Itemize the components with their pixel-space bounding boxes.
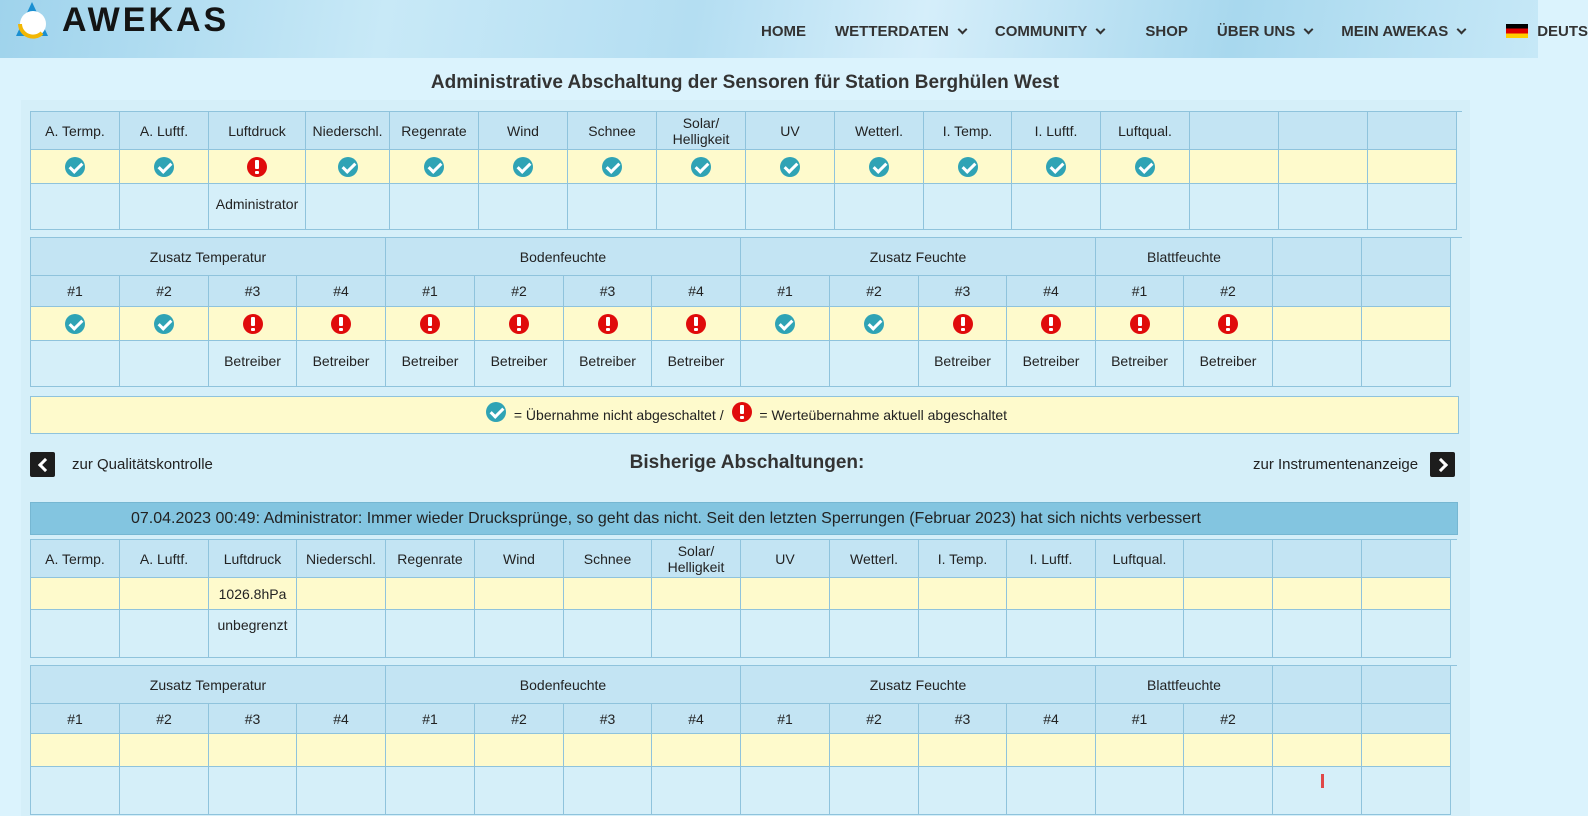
note-cell xyxy=(746,184,835,230)
group-empty xyxy=(1273,666,1362,704)
check-icon xyxy=(486,402,506,422)
text-cursor-mark xyxy=(1321,774,1324,788)
note-cell: Betreiber xyxy=(919,341,1007,387)
note-cell xyxy=(390,184,479,230)
group-blattfeuchte: Blattfeuchte xyxy=(1096,238,1273,276)
nav-label: DEUTS xyxy=(1537,22,1588,40)
history-extra-table xyxy=(30,665,1457,815)
prev-link[interactable]: zur Qualitätskontrolle xyxy=(72,456,213,473)
note-cell xyxy=(741,341,830,387)
col-header-i-temp: I. Temp. xyxy=(919,540,1007,578)
note-cell xyxy=(479,184,568,230)
nav-label: WETTERDATEN xyxy=(835,22,949,40)
note-cell xyxy=(1368,184,1457,230)
note-cell xyxy=(919,767,1007,815)
check-icon xyxy=(154,314,174,334)
note-cell xyxy=(209,767,297,815)
status-cell xyxy=(120,307,209,341)
status-cell xyxy=(564,307,652,341)
col-header-3: #3 xyxy=(919,704,1007,734)
value-cell xyxy=(830,578,919,610)
check-icon xyxy=(65,314,85,334)
note-cell xyxy=(657,184,746,230)
nav-deuts[interactable] xyxy=(1506,20,1588,42)
col-header-wind: Wind xyxy=(479,112,568,150)
col-header-2: #2 xyxy=(830,704,919,734)
col-header-i-luftf: I. Luftf. xyxy=(1012,112,1101,150)
nav-label: SHOP xyxy=(1145,22,1188,40)
col-header-3: #3 xyxy=(564,704,652,734)
exclamation-icon xyxy=(953,314,973,334)
check-icon xyxy=(775,314,795,334)
col-header-i-luftf: I. Luftf. xyxy=(1007,540,1096,578)
status-cell xyxy=(1184,734,1273,767)
chevron-down-icon xyxy=(1304,24,1314,34)
col-header-empty xyxy=(1279,112,1368,150)
check-icon xyxy=(780,157,800,177)
status-cell xyxy=(479,150,568,184)
group-zusatz-feuchte: Zusatz Feuchte xyxy=(741,238,1096,276)
check-icon xyxy=(154,157,174,177)
note-cell xyxy=(475,767,564,815)
duration-cell xyxy=(830,610,919,658)
exclamation-icon xyxy=(732,402,752,422)
nav-label: ÜBER UNS xyxy=(1216,22,1296,40)
note-cell: Betreiber xyxy=(1184,341,1273,387)
col-header-empty xyxy=(1362,704,1451,734)
value-cell: 1026.8hPa xyxy=(209,578,297,610)
note-cell xyxy=(120,341,209,387)
status-cell xyxy=(1273,307,1362,341)
col-header-1: #1 xyxy=(1096,704,1184,734)
exclamation-icon xyxy=(243,314,263,334)
col-header-a-luftf: A. Luftf. xyxy=(120,540,209,578)
status-cell xyxy=(390,150,479,184)
status-cell xyxy=(1184,307,1273,341)
note-cell xyxy=(1101,184,1190,230)
col-header-2: #2 xyxy=(1184,704,1273,734)
col-header-3: #3 xyxy=(209,704,297,734)
col-header-2: #2 xyxy=(120,704,209,734)
status-cell xyxy=(1362,307,1451,341)
duration-cell xyxy=(1273,610,1362,658)
col-header-4: #4 xyxy=(652,276,741,307)
exclamation-icon xyxy=(598,314,618,334)
note-cell xyxy=(835,184,924,230)
value-cell xyxy=(386,578,475,610)
status-cell xyxy=(741,734,830,767)
duration-cell xyxy=(652,610,741,658)
value-cell xyxy=(1273,578,1362,610)
status-cell xyxy=(306,150,390,184)
col-header-3: #3 xyxy=(564,276,652,307)
col-header-wind: Wind xyxy=(475,540,564,578)
chevron-down-icon xyxy=(1457,24,1467,34)
col-header-3: #3 xyxy=(209,276,297,307)
status-cell xyxy=(31,734,120,767)
note-cell xyxy=(830,767,919,815)
status-cell xyxy=(1007,307,1096,341)
col-header-regenrate: Regenrate xyxy=(390,112,479,150)
value-cell xyxy=(475,578,564,610)
status-cell xyxy=(1362,734,1451,767)
note-cell: Betreiber xyxy=(475,341,564,387)
note-cell xyxy=(1190,184,1279,230)
status-cell xyxy=(1190,150,1279,184)
value-cell xyxy=(652,578,741,610)
chevron-down-icon xyxy=(1096,24,1106,34)
col-header-2: #2 xyxy=(120,276,209,307)
check-icon xyxy=(1046,157,1066,177)
note-cell xyxy=(120,767,209,815)
exclamation-icon xyxy=(1041,314,1061,334)
status-cell xyxy=(835,150,924,184)
nav-mein-awekas[interactable] xyxy=(1341,20,1465,42)
col-header-uv: UV xyxy=(741,540,830,578)
value-cell xyxy=(919,578,1007,610)
note-cell: Betreiber xyxy=(1007,341,1096,387)
check-icon xyxy=(1135,157,1155,177)
col-header-1: #1 xyxy=(31,276,120,307)
nav-community[interactable] xyxy=(995,20,1105,42)
check-icon xyxy=(65,157,85,177)
status-cell xyxy=(475,734,564,767)
value-cell xyxy=(31,578,120,610)
group-empty xyxy=(1362,238,1451,276)
check-icon xyxy=(864,314,884,334)
exclamation-icon xyxy=(509,314,529,334)
note-cell: Betreiber xyxy=(652,341,741,387)
col-header-wetterl: Wetterl. xyxy=(830,540,919,578)
col-header-1: #1 xyxy=(386,704,475,734)
nav-ber-uns[interactable] xyxy=(1217,20,1312,42)
duration-cell xyxy=(31,610,120,658)
col-header-a-termp: A. Termp. xyxy=(31,112,120,150)
exclamation-icon xyxy=(1130,314,1150,334)
value-cell xyxy=(297,578,386,610)
duration-cell xyxy=(1362,610,1451,658)
history-entry-bar xyxy=(30,502,1458,535)
note-cell xyxy=(31,341,120,387)
status-cell xyxy=(919,734,1007,767)
exclamation-icon xyxy=(1218,314,1238,334)
note-cell xyxy=(1184,767,1273,815)
note-cell xyxy=(1273,767,1362,815)
duration-cell xyxy=(475,610,564,658)
status-cell xyxy=(1012,150,1101,184)
group-bodenfeuchte: Bodenfeuchte xyxy=(386,238,741,276)
value-cell xyxy=(1184,578,1273,610)
note-cell xyxy=(564,767,652,815)
note-cell xyxy=(297,767,386,815)
col-header-luftqual: Luftqual. xyxy=(1101,112,1190,150)
history-entry-text: 07.04.2023 00:49: Administrator: Immer wieder Drucksprünge, so geht das nicht. Seit den letzten Sperrungen (Februar 2023) hat sich nichts verbessert xyxy=(131,509,1201,527)
col-header-1: #1 xyxy=(741,276,830,307)
page-title: Administrative Abschaltung der Sensoren für Station Berghülen West xyxy=(430,72,1060,93)
legend-off-text: = Werteübernahme aktuell abgeschaltet xyxy=(755,407,1008,423)
check-icon xyxy=(602,157,622,177)
status-cell xyxy=(652,734,741,767)
history-title: Bisherige Abschaltungen: xyxy=(629,452,865,473)
status-cell xyxy=(386,734,475,767)
logo-text: AWEKAS xyxy=(62,1,230,39)
check-icon xyxy=(338,157,358,177)
status-cell xyxy=(297,307,386,341)
logo-mark-icon xyxy=(12,0,58,40)
group-empty xyxy=(1362,666,1451,704)
check-icon xyxy=(691,157,711,177)
awekas-logo[interactable] xyxy=(12,0,229,40)
duration-cell xyxy=(1184,610,1273,658)
value-cell xyxy=(564,578,652,610)
col-header-3: #3 xyxy=(919,276,1007,307)
note-cell: Administrator xyxy=(209,184,306,230)
col-header-niederschl: Niederschl. xyxy=(306,112,390,150)
col-header-4: #4 xyxy=(297,704,386,734)
status-cell xyxy=(31,150,120,184)
col-header-uv: UV xyxy=(746,112,835,150)
col-header-niederschl: Niederschl. xyxy=(297,540,386,578)
group-zusatz-temperatur: Zusatz Temperatur xyxy=(31,238,386,276)
col-header-2: #2 xyxy=(1184,276,1273,307)
note-cell xyxy=(1279,184,1368,230)
status-cell xyxy=(31,307,120,341)
status-cell xyxy=(1368,150,1457,184)
exclamation-icon xyxy=(331,314,351,334)
duration-cell: unbegrenzt xyxy=(209,610,297,658)
note-cell xyxy=(1362,767,1451,815)
col-header-empty xyxy=(1273,704,1362,734)
note-cell: Betreiber xyxy=(297,341,386,387)
nav-label: COMMUNITY xyxy=(994,22,1088,40)
group-zusatz-feuchte: Zusatz Feuchte xyxy=(741,666,1096,704)
status-cell xyxy=(652,307,741,341)
note-cell: Betreiber xyxy=(209,341,297,387)
col-header-4: #4 xyxy=(652,704,741,734)
value-cell xyxy=(120,578,209,610)
note-cell: Betreiber xyxy=(564,341,652,387)
status-cell xyxy=(1273,734,1362,767)
exclamation-icon xyxy=(247,157,267,177)
col-header-empty xyxy=(1362,276,1451,307)
status-cell xyxy=(746,150,835,184)
col-header-1: #1 xyxy=(741,704,830,734)
col-header-wetterl: Wetterl. xyxy=(835,112,924,150)
status-cell xyxy=(1101,150,1190,184)
nav-label: MEIN AWEKAS xyxy=(1341,22,1449,40)
value-cell xyxy=(1007,578,1096,610)
check-icon xyxy=(424,157,444,177)
col-header-4: #4 xyxy=(1007,704,1096,734)
extra-sensor-status-table xyxy=(30,237,1462,387)
duration-cell xyxy=(120,610,209,658)
col-header-a-termp: A. Termp. xyxy=(31,540,120,578)
status-cell xyxy=(830,307,919,341)
note-cell xyxy=(652,767,741,815)
status-cell xyxy=(297,734,386,767)
status-cell xyxy=(120,734,209,767)
exclamation-icon xyxy=(420,314,440,334)
duration-cell xyxy=(564,610,652,658)
status-cell xyxy=(1279,150,1368,184)
group-bodenfeuchte: Bodenfeuchte xyxy=(386,666,741,704)
col-header-2: #2 xyxy=(475,276,564,307)
note-cell xyxy=(1012,184,1101,230)
main-nav xyxy=(761,20,1588,42)
col-header-2: #2 xyxy=(830,276,919,307)
status-cell xyxy=(1096,307,1184,341)
status-cell xyxy=(209,150,306,184)
duration-cell xyxy=(1007,610,1096,658)
status-cell xyxy=(830,734,919,767)
col-header-4: #4 xyxy=(297,276,386,307)
duration-cell xyxy=(386,610,475,658)
note-cell xyxy=(1007,767,1096,815)
value-cell xyxy=(1096,578,1184,610)
duration-cell xyxy=(919,610,1007,658)
note-cell xyxy=(924,184,1012,230)
note-cell xyxy=(741,767,830,815)
col-header-empty xyxy=(1362,540,1451,578)
col-header-schnee: Schnee xyxy=(564,540,652,578)
col-header-4: #4 xyxy=(1007,276,1096,307)
status-cell xyxy=(1096,734,1184,767)
chevron-down-icon xyxy=(957,24,967,34)
nav-label: HOME xyxy=(761,22,806,40)
nav-shop[interactable] xyxy=(1145,20,1188,42)
note-cell xyxy=(1362,341,1451,387)
check-icon xyxy=(958,157,978,177)
col-header-empty xyxy=(1273,540,1362,578)
legend-ok-text: = Übernahme nicht abgeschaltet / xyxy=(509,407,728,423)
note-cell xyxy=(830,341,919,387)
site-header xyxy=(0,0,1588,58)
value-cell xyxy=(741,578,830,610)
col-header-solar-helligkeit: Solar/ Helligkeit xyxy=(657,112,746,150)
col-header-empty xyxy=(1190,112,1279,150)
check-icon xyxy=(869,157,889,177)
status-cell xyxy=(209,307,297,341)
germany-flag-icon xyxy=(1506,24,1528,38)
status-cell xyxy=(924,150,1012,184)
nav-home[interactable] xyxy=(761,20,806,42)
exclamation-icon xyxy=(686,314,706,334)
col-header-empty xyxy=(1273,276,1362,307)
col-header-i-temp: I. Temp. xyxy=(924,112,1012,150)
next-link[interactable]: zur Instrumentenanzeige xyxy=(1253,456,1419,473)
status-cell xyxy=(919,307,1007,341)
note-cell: Betreiber xyxy=(1096,341,1184,387)
sensor-status-table xyxy=(30,111,1462,230)
duration-cell xyxy=(297,610,386,658)
group-empty xyxy=(1273,238,1362,276)
note-cell xyxy=(31,184,120,230)
duration-cell xyxy=(741,610,830,658)
note-cell xyxy=(1273,341,1362,387)
col-header-1: #1 xyxy=(31,704,120,734)
status-cell xyxy=(120,150,209,184)
col-header-2: #2 xyxy=(475,704,564,734)
col-header-empty xyxy=(1184,540,1273,578)
value-cell xyxy=(1362,578,1451,610)
col-header-regenrate: Regenrate xyxy=(386,540,475,578)
col-header-1: #1 xyxy=(386,276,475,307)
note-cell xyxy=(568,184,657,230)
history-sensor-table xyxy=(30,539,1457,658)
next-arrow-button[interactable] xyxy=(1430,452,1455,477)
col-header-a-luftf: A. Luftf. xyxy=(120,112,209,150)
status-legend xyxy=(30,396,1459,434)
status-cell xyxy=(209,734,297,767)
duration-cell xyxy=(1096,610,1184,658)
status-cell xyxy=(657,150,746,184)
note-cell xyxy=(306,184,390,230)
status-cell xyxy=(741,307,830,341)
nav-wetterdaten[interactable] xyxy=(835,20,966,42)
col-header-luftdruck: Luftdruck xyxy=(209,112,306,150)
col-header-luftdruck: Luftdruck xyxy=(209,540,297,578)
note-cell xyxy=(31,767,120,815)
note-cell: Betreiber xyxy=(386,341,475,387)
group-blattfeuchte: Blattfeuchte xyxy=(1096,666,1273,704)
col-header-empty xyxy=(1368,112,1457,150)
col-header-1: #1 xyxy=(1096,276,1184,307)
status-cell xyxy=(1007,734,1096,767)
col-header-solar-helligkeit: Solar/ Helligkeit xyxy=(652,540,741,578)
note-cell xyxy=(386,767,475,815)
col-header-schnee: Schnee xyxy=(568,112,657,150)
note-cell xyxy=(120,184,209,230)
group-zusatz-temperatur: Zusatz Temperatur xyxy=(31,666,386,704)
status-cell xyxy=(564,734,652,767)
col-header-luftqual: Luftqual. xyxy=(1096,540,1184,578)
status-cell xyxy=(386,307,475,341)
status-cell xyxy=(568,150,657,184)
status-cell xyxy=(475,307,564,341)
note-cell xyxy=(1096,767,1184,815)
check-icon xyxy=(513,157,533,177)
